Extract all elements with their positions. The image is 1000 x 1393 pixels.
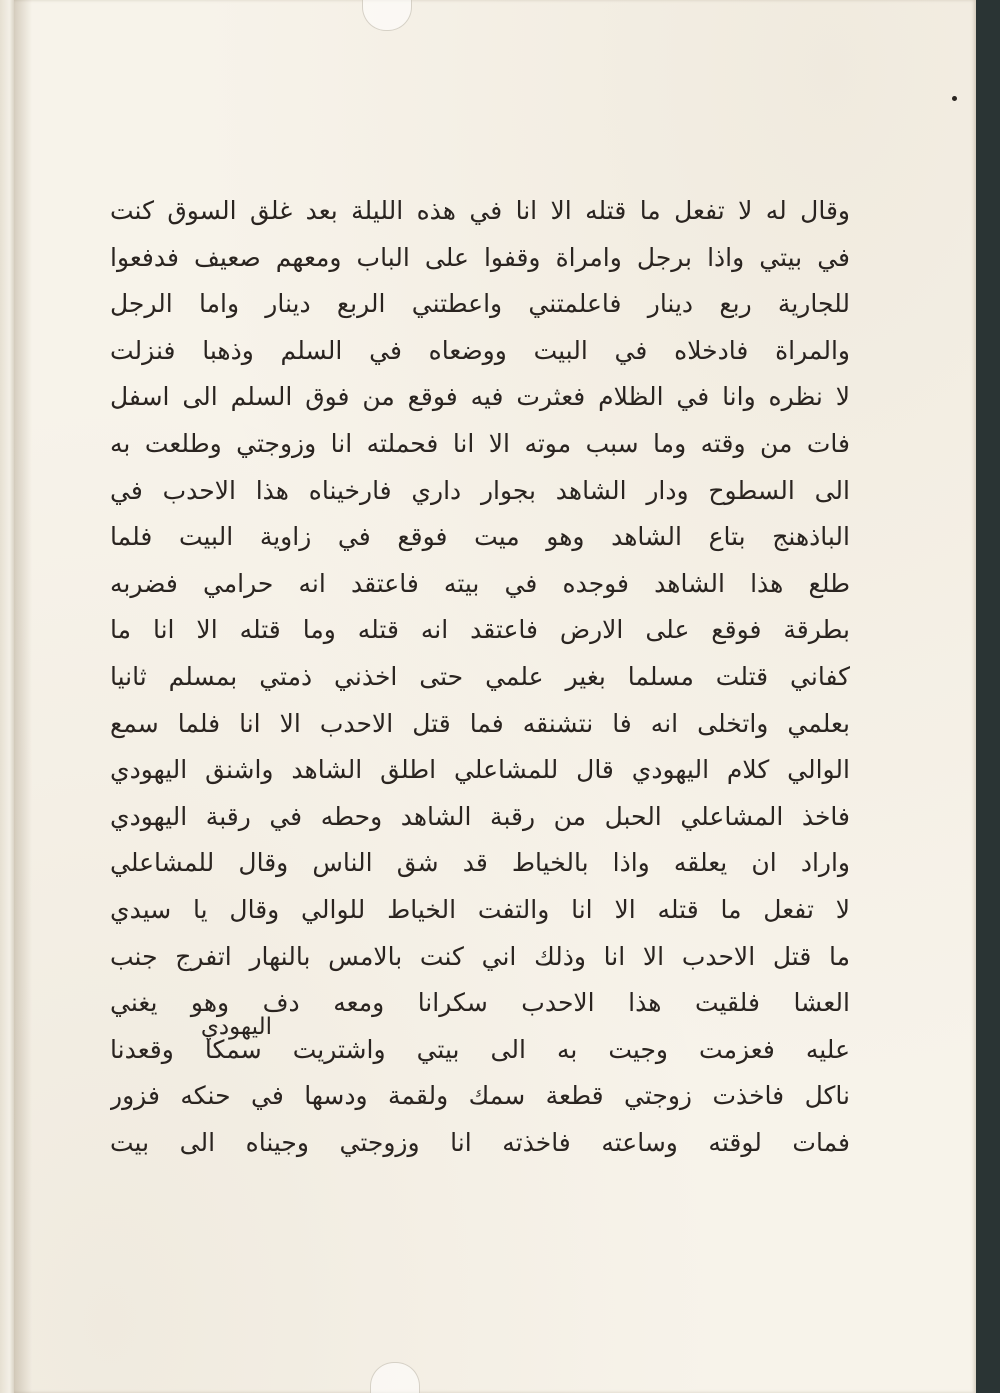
text-line: واراد ان يعلقه واذا بالخياط قد شق الناس وقال للمشاعلي (110, 848, 850, 878)
text-line: الى السطوح ودار الشاهد بجوار داري فارخيناه هذا الاحدب في (110, 475, 850, 505)
text-line: الباذهنج بتاع الشاهد وهو ميت فوقع في زاوية البيت فلما (110, 522, 850, 552)
text-line: لا تفعل ما قتله الا انا والتفت الخياط للوالي وقال يا سيدي (110, 894, 850, 924)
text-line: عليه فعزمت وجيت به الى بيتي واشتريت سمكا وقعدنا (110, 1034, 850, 1064)
text-line: فمات لوقته وساعته فاخذته انا وزوجتي وجيناه الى بيت (110, 1127, 850, 1157)
text-line: بعلمي واتخلى انه فا نتشنقه فما قتل الاحدب الا انا فلما سمع (110, 708, 850, 738)
gutter-shadow (14, 0, 32, 1393)
text-line: في بيتي واذا برجل وامراة وقفوا على الباب ومعهم صعيف فدفعوا (110, 242, 850, 272)
text-line: فاخذ المشاعلي الحبل من رقبة الشاهد وحطه في رقبة اليهودي (110, 801, 850, 831)
text-line: والمراة فادخلاه في البيت ووضعاه في السلم وذهبا فنزلت (110, 335, 850, 365)
catchword: اليهودي (200, 1014, 272, 1040)
text-line: بطرقة فوقع على الارض فاعتقد انه قتله وما قتله الا انا ما (110, 615, 850, 645)
ink-dot (952, 96, 957, 101)
text-line: وقال له لا تفعل ما قتله الا انا في هذه الليلة بعد غلق السوق كنت (110, 196, 850, 225)
text-line: كفاني قتلت مسلما بغير علمي حتى اخذني ذمتي بمسلم ثانيا (110, 661, 850, 691)
text-line: للجارية ربع دينار فاعلمتني واعطتني الربع دينار واما الرجل (110, 289, 850, 319)
scan-background (976, 0, 1000, 1393)
text-line: ما قتل الاحدب الا انا وذلك اني كنت بالامس بالنهار اتفرج جنب (110, 941, 850, 971)
text-line: ناكل فاخذت زوجتي قطعة سمك ولقمة ودسها في حنكه فزور (110, 1081, 850, 1111)
text-line: طلع هذا الشاهد فوجده في بيته فاعتقد انه حرامي فضربه (110, 568, 850, 598)
text-line: العشا فلقيت هذا الاحدب سكرانا ومعه دف وهو يغني (110, 988, 850, 1018)
text-line: الوالي كلام اليهودي قال للمشاعلي اطلق الشاهد واشنق اليهودي (110, 755, 850, 785)
text-line: لا نظره وانا في الظلام فعثرت فيه فوقع من فوق السلم الى اسفل (110, 382, 850, 412)
text-line: فات من وقته وما سبب موته الا انا فحملته انا وزوجتي وطلعت به (110, 428, 850, 458)
